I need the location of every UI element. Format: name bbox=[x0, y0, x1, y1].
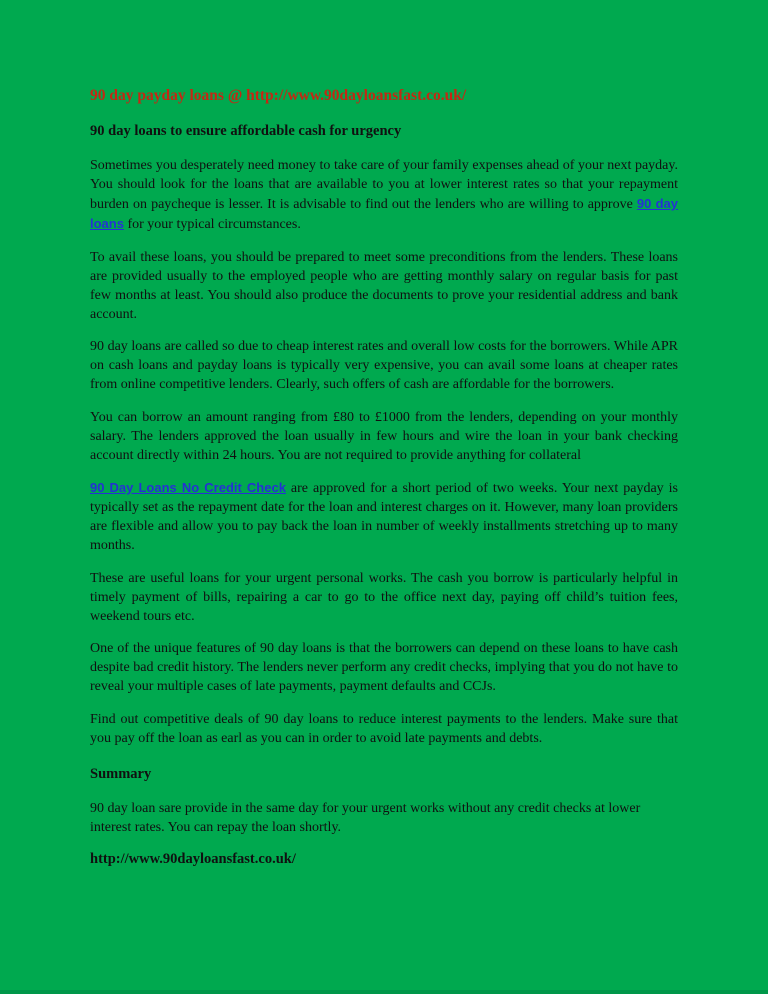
link-90-day-loans[interactable]: 90 day loans bbox=[90, 196, 678, 231]
link-90-day-loans-no-credit-check[interactable]: 90 Day Loans No Credit Check bbox=[90, 480, 286, 495]
section-heading: 90 day loans to ensure affordable cash for urgency bbox=[90, 123, 402, 139]
paragraph-intro bbox=[90, 156, 678, 234]
summary-paragraph: 90 day loan sare provide in the same day for your urgent works without any credit checks at lower interest rates. You can repay the loan shortly. bbox=[90, 800, 641, 835]
footer-url: http://www.90dayloansfast.co.uk/ bbox=[90, 851, 296, 867]
paragraph-no-credit-check bbox=[90, 478, 678, 555]
page-title: 90 day payday loans @ http://www.90dayloansfast.co.uk/ bbox=[90, 87, 467, 104]
paragraph-intro-text-after: for your typical circumstances. bbox=[123, 217, 301, 232]
paragraph-intro-text-before: Sometimes you desperately need money to take care of your family expenses ahead of your next payday. You should look for the loans that are available to you at lower interest rates so that your repayment burden on paycheque is lesser. It is advisable to find out the lenders who are willing to approve bbox=[90, 158, 678, 212]
paragraph-unique-features: One of the unique features of 90 day loans is that the borrowers can depend on these loans to have cash despite bad credit history. The lenders never perform any credit checks, implying that you do not have to reveal your multiple cases of late payments, payment defaults and CCJs. bbox=[90, 641, 678, 694]
paragraph-interest-rates: 90 day loans are called so due to cheap interest rates and overall low costs for the borrowers. While APR on cash loans and payday loans is typically very expensive, you can avail some loans at cheaper rates from online competitive lenders. Clearly, such offers of cash are affordable for the borrowers. bbox=[90, 339, 678, 392]
paragraph-borrow-amount: You can borrow an amount ranging from £80 to £1000 from the lenders, depending on your monthly salary. The lenders approved the loan usually in few hours and wire the loan in your bank checking account directly within 24 hours. You are not required to provide anything for collateral bbox=[90, 409, 678, 463]
paragraph-competitive-deals: Find out competitive deals of 90 day loans to reduce interest payments to the lenders. Make sure that you pay off the loan as earl as you can in order to avoid late payments and debts. bbox=[90, 711, 678, 746]
summary-heading: Summary bbox=[90, 765, 152, 782]
paragraph-preconditions: To avail these loans, you should be prepared to meet some preconditions from the lenders. These loans are provided usually to the employed people who are getting monthly salary on regular basis for past few months at least. You should also produce the documents to prove your residential address and bank account. bbox=[90, 249, 678, 322]
bottom-edge-strip bbox=[0, 990, 768, 994]
paragraph-no-credit-check-text: are approved for a short period of two weeks. Your next payday is typically set as the repayment date for the loan and interest charges on it. However, many loan providers are flexible and allow you to pay back the loan in number of weekly installments stretching up to many months. bbox=[90, 481, 679, 553]
paragraph-useful-loans: These are useful loans for your urgent personal works. The cash you borrow is particularly helpful in timely payment of bills, repairing a car to go to the office next day, paying off child’s tuition fees, weekend tours etc. bbox=[90, 570, 678, 624]
